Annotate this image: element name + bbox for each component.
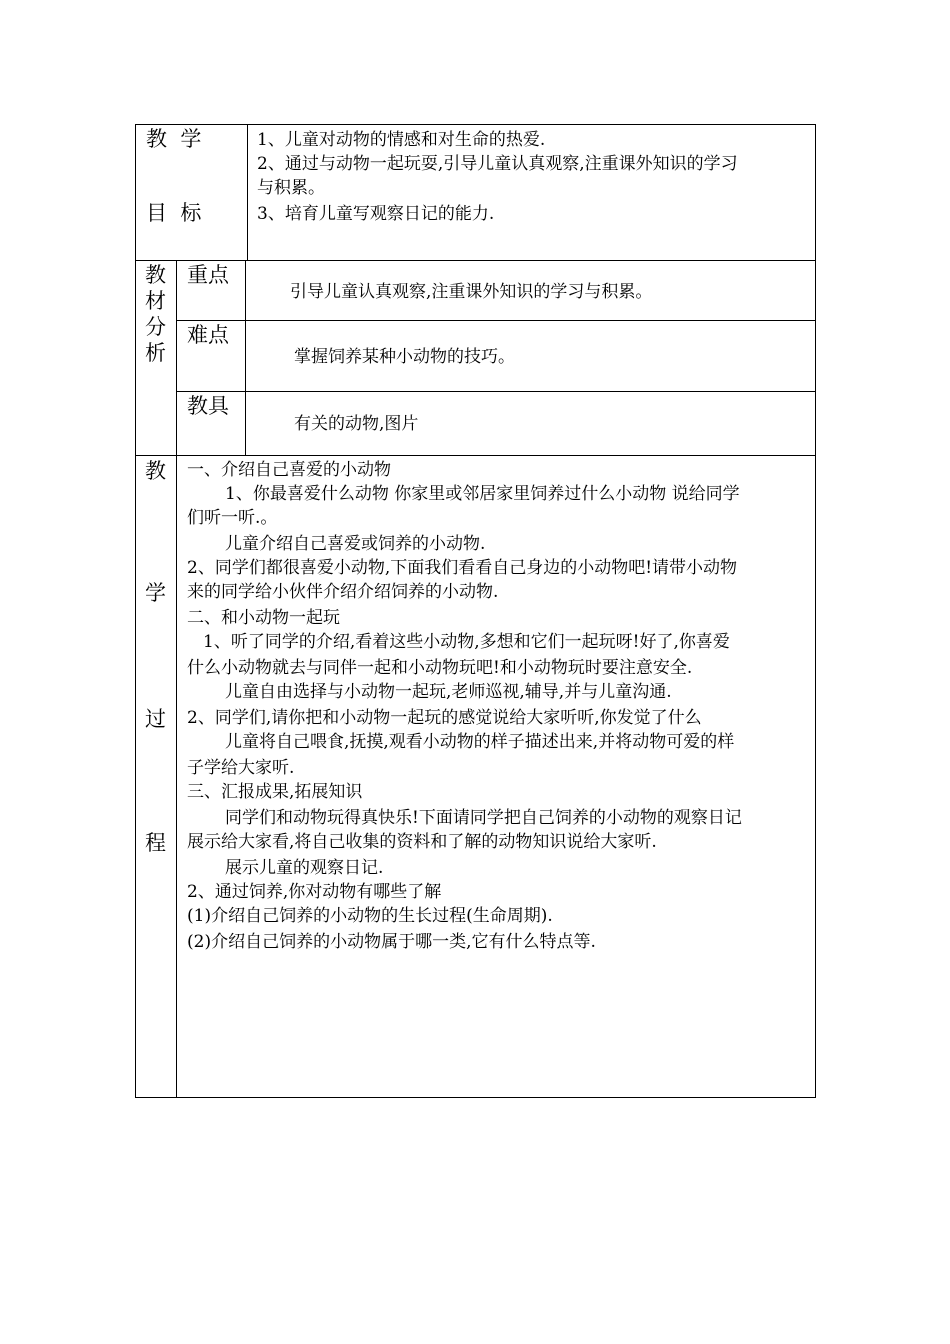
process-line: 儿童将自己喂食,抚摸,观看小动物的样子描述出来,并将动物可爱的样 [225,732,735,752]
row-divider-analysis [135,455,816,456]
process-line: 来的同学给小伙伴介绍介绍饲养的小动物. [187,582,499,602]
difficulty-label: 难点 [187,323,229,347]
objective-line-4: 3、培育儿童写观察日记的能力. [257,204,495,224]
process-line: 儿童介绍自己喜爱或饲养的小动物. [225,534,486,554]
teaching-tools-label: 教具 [187,394,229,418]
process-line: 三、汇报成果,拓展知识 [187,782,363,802]
objective-line-3: 与积累。 [257,178,325,198]
row-divider-objectives [135,260,816,261]
analysis-label-char: 析 [145,341,166,365]
process-line: 2、同学们,请你把和小动物一起玩的感觉说给大家听听,你发觉了什么 [187,708,702,728]
process-line: 1、你最喜爱什么动物 你家里或邻居家里饲养过什么小动物 说给同学 [225,484,740,504]
process-line: 二、和小动物一起玩 [187,608,340,628]
teaching-tools-text: 有关的动物,图片 [294,414,419,434]
process-line: 儿童自由选择与小动物一起玩,老师巡视,辅导,并与儿童沟通. [225,682,672,702]
row-divider-key [176,320,816,321]
key-points-text: 引导儿童认真观察,注重课外知识的学习与积累。 [290,282,653,302]
process-line: (2)介绍自己饲养的小动物属于哪一类,它有什么特点等. [187,932,596,952]
process-line: 展示儿童的观察日记. [225,858,384,878]
process-label-char: 学 [145,581,166,605]
process-label-char: 教 [145,459,166,483]
analysis-label-char: 分 [145,315,166,339]
process-label-char: 过 [145,707,166,731]
col-divider-objectives [247,124,248,260]
objectives-label-top: 教 学 [146,127,202,151]
process-line: 们听一听.。 [187,508,278,528]
process-line: 2、通过饲养,你对动物有哪些了解 [187,882,442,902]
process-line: 1、听了同学的介绍,看着这些小动物,多想和它们一起玩呀!好了,你喜爱 [203,632,730,652]
process-label-char: 程 [145,831,166,855]
process-line: 子学给大家听. [187,758,295,778]
col-divider-analysis-left [176,260,177,455]
row-divider-difficulty [176,391,816,392]
col-divider-process [176,455,177,1098]
col-divider-analysis-right [245,260,246,455]
process-line: 同学们和动物玩得真快乐!下面请同学把自己饲养的小动物的观察日记 [225,808,742,828]
difficulty-text: 掌握饲养某种小动物的技巧。 [294,347,515,367]
key-points-label: 重点 [187,263,229,287]
process-line: (1)介绍自己饲养的小动物的生长过程(生命周期). [187,906,553,926]
objective-line-1: 1、儿童对动物的情感和对生命的热爱. [257,130,546,150]
process-line: 一、介绍自己喜爱的小动物 [187,460,391,480]
analysis-label-char: 教 [145,263,166,287]
objective-line-2: 2、通过与动物一起玩耍,引导儿童认真观察,注重课外知识的学习 [257,154,738,174]
objectives-label-bottom: 目 标 [146,201,202,225]
process-line: 什么小动物就去与同伴一起和小动物玩吧!和小动物玩时要注意安全. [187,658,693,678]
analysis-label-char: 材 [145,289,166,313]
process-line: 2、同学们都很喜爱小动物,下面我们看看自己身边的小动物吧!请带小动物 [187,558,738,578]
process-line: 展示给大家看,将自己收集的资料和了解的动物知识说给大家听. [187,832,657,852]
